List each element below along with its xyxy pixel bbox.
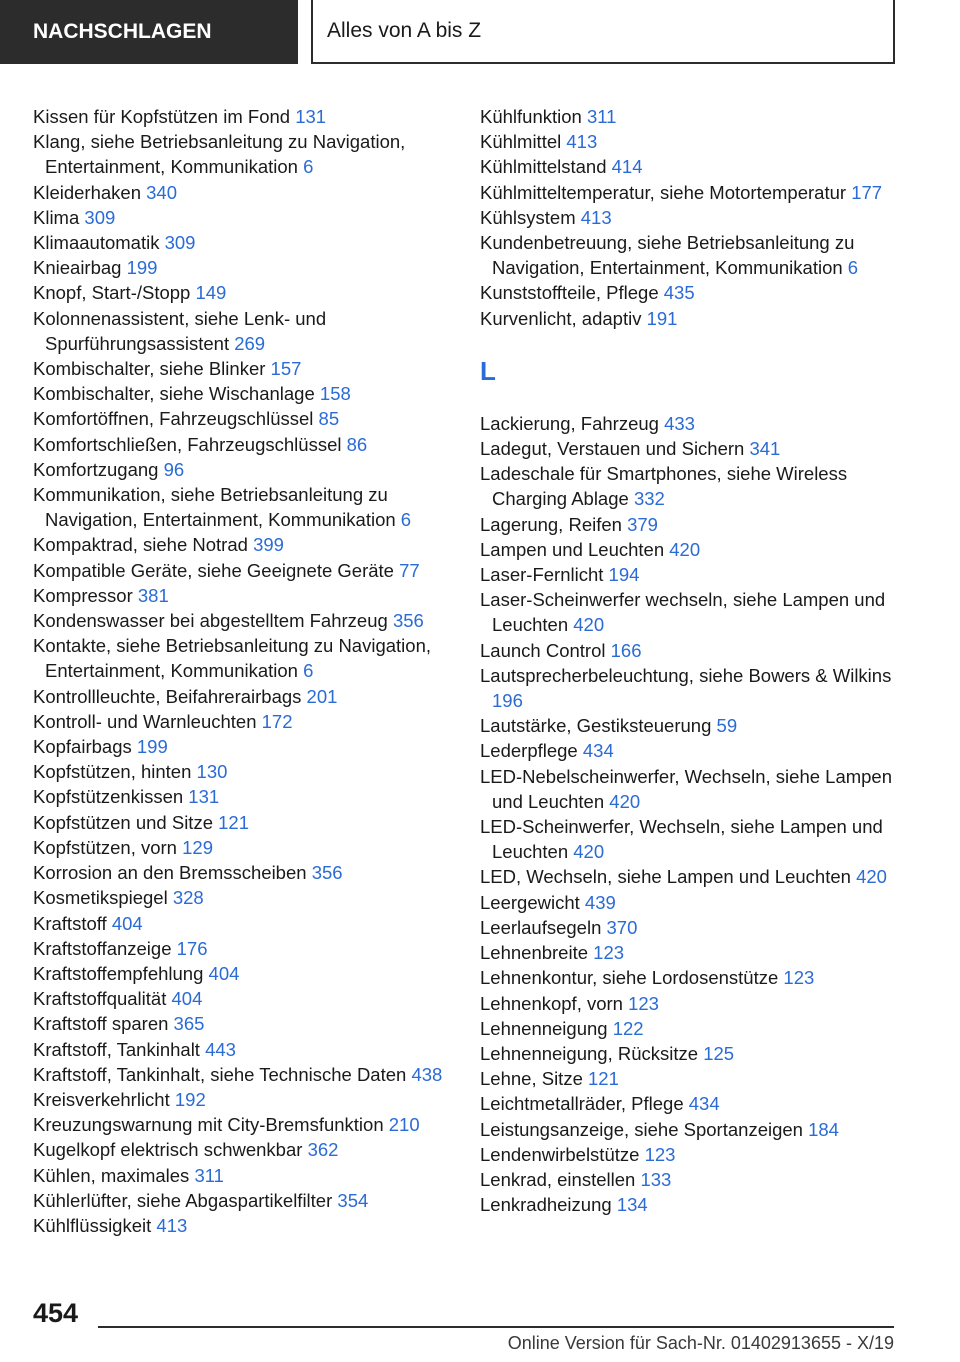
index-entry — [480, 1016, 900, 1041]
entry-term: Kondenswasser bei abgestelltem Fahrzeug — [33, 610, 388, 632]
index-entry — [33, 255, 453, 280]
entry-term: Leistungsanzeige, siehe Sportanzeigen — [480, 1118, 803, 1140]
page-reference-link[interactable]: 86 — [346, 433, 368, 455]
index-entry — [480, 915, 900, 940]
page-reference-link[interactable]: 131 — [295, 106, 327, 127]
index-column-right — [480, 104, 900, 1217]
page-reference-link[interactable]: 210 — [388, 1114, 420, 1136]
index-entry — [480, 814, 900, 864]
index-entry — [480, 991, 900, 1016]
entry-term: Kraftstoff sparen — [33, 1013, 169, 1035]
index-entry — [33, 482, 453, 532]
page-reference-link[interactable]: 158 — [319, 383, 351, 405]
index-entry — [33, 961, 453, 986]
index-entry — [480, 1066, 900, 1091]
page-reference-link[interactable]: 399 — [253, 534, 284, 556]
page-reference-link[interactable]: 420 — [609, 790, 641, 812]
index-entry — [33, 860, 453, 885]
page-reference-link[interactable]: 6 — [303, 156, 314, 178]
entry-term: Komfortöffnen, Fahrzeugschlüssel — [33, 408, 314, 430]
page-reference-link[interactable]: 6 — [400, 509, 412, 531]
entry-term: Kopfstützenkissen — [33, 786, 184, 808]
entry-term: Kompaktrad, siehe Notrad — [33, 534, 248, 556]
entry-term: Kopfstützen, hinten — [33, 761, 192, 783]
entry-term: Kombischalter, siehe Wischanlage — [33, 383, 315, 405]
page-reference-link[interactable]: 123 — [628, 992, 659, 1014]
index-entry — [480, 1192, 900, 1217]
entry-term: LED, Wechseln, siehe Lampen und Leuchten — [480, 866, 851, 888]
entry-term: Kreuzungswarnung mit City-Bremsfunktion — [33, 1114, 384, 1136]
entry-term: Kompatible Geräte, siehe Geeignete Geräte — [33, 559, 394, 581]
index-entry — [480, 1117, 900, 1142]
index-entry — [480, 1041, 900, 1066]
index-entry — [480, 436, 900, 461]
subsection-title: Alles von A bis Z — [327, 19, 482, 42]
entry-term: Lagerung, Reifen — [480, 513, 622, 535]
index-entry — [480, 537, 900, 562]
index-entry — [33, 734, 453, 759]
entry-term: Ladegut, Verstauen und Sichern — [480, 438, 745, 460]
page-reference-link[interactable]: 404 — [208, 962, 240, 984]
entry-term: Kundenbetreuung, siehe Betriebsanleitung zu Navigation, Entertainment, Kommunikation — [480, 232, 855, 279]
page-reference-link[interactable]: 194 — [608, 564, 640, 586]
index-entry — [33, 784, 453, 809]
entry-term: Lehnenkontur, siehe Lordosenstütze — [480, 967, 779, 989]
page-reference-link[interactable]: 177 — [851, 181, 883, 203]
entry-term: Lautsprecherbeleuchtung, siehe Bowers & Wilkins — [480, 664, 892, 686]
index-entry — [480, 1142, 900, 1167]
page-reference-link[interactable]: 434 — [582, 740, 614, 762]
index-entry — [33, 608, 453, 633]
index-entry — [33, 1188, 453, 1213]
index-entry — [480, 512, 900, 537]
index-entry — [480, 864, 900, 889]
page-reference-link[interactable]: 96 — [163, 458, 185, 480]
index-entry — [33, 1137, 453, 1162]
index-entry — [33, 558, 453, 583]
entry-term: Kühlerlüfter, siehe Abgaspartikelfilter — [33, 1189, 333, 1211]
entry-term: Kunststoffteile, Pflege — [480, 282, 659, 304]
entry-term: Kosmetikspiegel — [33, 887, 168, 909]
page-reference-link[interactable]: 121 — [218, 811, 249, 833]
page-reference-link[interactable]: 129 — [182, 836, 213, 858]
index-entry — [480, 738, 900, 763]
index-entry — [480, 663, 900, 713]
page-reference-link[interactable]: 420 — [856, 866, 887, 888]
entry-term: Lehnenbreite — [480, 942, 589, 964]
entry-term: Kühlsystem — [480, 206, 576, 228]
page-reference-link[interactable]: 125 — [703, 1042, 735, 1064]
index-entry — [480, 587, 900, 637]
entry-term: Klimaautomatik — [33, 232, 160, 254]
index-entry — [33, 1062, 453, 1087]
index-entry — [33, 1087, 453, 1112]
entry-term: Lehnenneigung, Rücksitze — [480, 1042, 699, 1064]
page-number: 454 — [33, 1298, 79, 1328]
entry-term: Kombischalter, siehe Blinker — [33, 358, 266, 380]
index-entry — [33, 406, 453, 431]
page-reference-link[interactable]: 184 — [808, 1118, 839, 1140]
index-entry — [33, 532, 453, 557]
index-entry — [33, 129, 453, 179]
page-reference-link[interactable]: 341 — [749, 438, 781, 460]
page-reference-link[interactable]: 328 — [172, 887, 204, 909]
page-reference-link[interactable]: 191 — [646, 307, 678, 329]
index-entry — [480, 461, 900, 511]
page-reference-link[interactable]: 354 — [337, 1189, 369, 1211]
page-reference-link[interactable]: 166 — [610, 639, 642, 661]
section-title: NACHSCHLAGEN — [33, 20, 212, 43]
entry-term: Lendenwirbelstütze — [480, 1143, 640, 1165]
page-reference-link[interactable]: 413 — [156, 1214, 188, 1236]
entry-term: LED-Scheinwerfer, Wechseln, siehe Lampen und Leuchten — [480, 816, 883, 863]
entry-term: Launch Control — [480, 639, 606, 661]
page-reference-link[interactable]: 362 — [307, 1139, 339, 1161]
index-entry — [33, 432, 453, 457]
page-reference-link[interactable]: 77 — [399, 559, 420, 581]
page-reference-link[interactable]: 199 — [126, 257, 158, 279]
index-entry — [33, 1112, 453, 1137]
entry-term: Kraftstoff — [33, 912, 107, 934]
page-reference-link[interactable]: 438 — [411, 1063, 443, 1085]
index-group-k — [480, 104, 900, 331]
entry-term: Kühlen, maximales — [33, 1164, 190, 1186]
entry-term: Kühlflüssigkeit — [33, 1214, 152, 1236]
page-reference-link[interactable]: 332 — [633, 488, 665, 510]
entry-term: Leergewicht — [480, 891, 580, 913]
index-entry — [480, 965, 900, 990]
page-reference-link[interactable]: 199 — [136, 736, 168, 758]
entry-term: Kühlmitteltemperatur, siehe Motortemperatur — [480, 181, 847, 203]
entry-term: Kopfstützen und Sitze — [33, 811, 213, 833]
index-entry — [33, 986, 453, 1011]
index-entry — [480, 411, 900, 436]
page-reference-link[interactable]: 309 — [84, 206, 116, 228]
page-reference-link[interactable]: 149 — [195, 282, 227, 304]
entry-term: Kompressor — [33, 584, 133, 606]
page-reference-link[interactable]: 404 — [171, 988, 203, 1010]
index-entry — [480, 1091, 900, 1116]
entry-term: Kontroll- und Warnleuchten — [33, 710, 257, 732]
index-entry — [33, 381, 453, 406]
index-entry — [33, 230, 453, 255]
index-entry — [33, 633, 453, 683]
entry-term: Lampen und Leuchten — [480, 538, 665, 560]
page-reference-link[interactable]: 309 — [164, 232, 196, 254]
index-entry — [33, 205, 453, 230]
page-reference-link[interactable]: 192 — [174, 1088, 206, 1110]
entry-term: Komfortschließen, Fahrzeugschlüssel — [33, 433, 342, 455]
index-entry — [480, 180, 900, 205]
page-reference-link[interactable]: 201 — [306, 685, 338, 707]
entry-term: Kühlmittel — [480, 131, 562, 153]
page-reference-link[interactable]: 176 — [176, 937, 208, 959]
index-entry — [33, 885, 453, 910]
index-entry — [33, 1163, 453, 1188]
page-reference-link[interactable]: 443 — [205, 1038, 236, 1060]
page-reference-link[interactable]: 381 — [137, 584, 169, 606]
page-reference-link[interactable]: 439 — [584, 891, 616, 913]
entry-term: Kleiderhaken — [33, 181, 141, 203]
page-reference-link[interactable]: 157 — [270, 358, 302, 380]
index-entry — [33, 1037, 453, 1062]
entry-term: LED-Nebelscheinwerfer, Wechseln, siehe Lampen und Leuchten — [480, 765, 893, 812]
page-reference-link[interactable]: 121 — [588, 1068, 619, 1090]
page-reference-link[interactable]: 311 — [586, 106, 617, 127]
page-reference-link[interactable]: 130 — [196, 761, 228, 783]
index-entry — [480, 764, 900, 814]
page-reference-link[interactable]: 269 — [234, 332, 266, 354]
page-reference-link[interactable]: 356 — [311, 862, 343, 884]
page-reference-link[interactable]: 131 — [188, 786, 220, 808]
section-tab — [0, 0, 298, 64]
index-entry — [33, 306, 453, 356]
footer-divider — [98, 1326, 894, 1328]
index-entry — [33, 583, 453, 608]
index-entry — [480, 154, 900, 179]
index-entry — [33, 709, 453, 734]
entry-term: Kurvenlicht, adaptiv — [480, 307, 642, 329]
page-reference-link[interactable]: 340 — [146, 181, 178, 203]
page-reference-link[interactable]: 123 — [644, 1143, 676, 1165]
page-reference-link[interactable]: 356 — [392, 610, 424, 632]
index-entry — [480, 205, 900, 230]
index-entry — [33, 759, 453, 784]
page-reference-link[interactable]: 6 — [847, 257, 859, 279]
page-reference-link[interactable]: 420 — [573, 841, 605, 863]
entry-term: Knieairbag — [33, 257, 122, 279]
page-reference-link[interactable]: 172 — [261, 710, 293, 732]
page-reference-link[interactable]: 414 — [611, 156, 643, 178]
index-entry — [480, 280, 900, 305]
index-group-l — [480, 411, 900, 1218]
page-reference-link[interactable]: 413 — [580, 206, 612, 228]
entry-term: Kühlmittelstand — [480, 156, 607, 178]
entry-term: Kraftstoffanzeige — [33, 937, 172, 959]
page-reference-link[interactable]: 133 — [640, 1168, 672, 1190]
page-reference-link[interactable]: 370 — [606, 916, 638, 938]
entry-term: Kontakte, siehe Betriebsanleitung zu Navigation, Entertainment, Kommunikation — [33, 635, 432, 682]
page-reference-link[interactable]: 6 — [303, 660, 314, 682]
page-reference-link[interactable]: 196 — [492, 690, 523, 712]
entry-term: Lehne, Sitze — [480, 1068, 583, 1090]
entry-term: Kühlfunktion — [480, 106, 582, 127]
entry-term: Leichtmetallräder, Pflege — [480, 1093, 684, 1115]
page-reference-link[interactable]: 365 — [173, 1013, 205, 1035]
index-entry — [33, 684, 453, 709]
entry-term: Kraftstoff, Tankinhalt — [33, 1038, 200, 1060]
entry-term: Kontrollleuchte, Beifahrerairbags — [33, 685, 302, 707]
page-reference-link[interactable]: 420 — [573, 614, 605, 636]
entry-term: Kugelkopf elektrisch schwenkbar — [33, 1139, 303, 1161]
entry-term: Ladeschale für Smartphones, siehe Wireless Charging Ablage — [480, 463, 848, 510]
section-letter: L — [480, 355, 496, 386]
entry-term: Klima — [33, 206, 80, 228]
index-entry — [480, 713, 900, 738]
index-entry — [480, 104, 900, 129]
entry-term: Leerlaufsegeln — [480, 916, 602, 938]
entry-term: Lehnenneigung — [480, 1017, 608, 1039]
page-reference-link[interactable]: 404 — [111, 912, 143, 934]
page-reference-link[interactable]: 420 — [669, 538, 701, 560]
entry-term: Lackierung, Fahrzeug — [480, 412, 659, 434]
page-reference-link[interactable]: 123 — [783, 967, 815, 989]
entry-term: Korrosion an den Bremsscheiben — [33, 862, 307, 884]
index-entry — [33, 356, 453, 381]
index-entry — [33, 457, 453, 482]
entry-term: Laser-Fernlicht — [480, 564, 604, 586]
page-reference-link[interactable]: 85 — [318, 408, 340, 430]
page-reference-link[interactable]: 413 — [566, 131, 598, 153]
footer-text: Online Version für Sach-Nr. 01402913655 - X/19 — [507, 1333, 894, 1353]
page-reference-link[interactable]: 434 — [688, 1093, 720, 1115]
page-reference-link[interactable]: 435 — [663, 282, 695, 304]
index-entry — [33, 810, 453, 835]
entry-term: Lehnenkopf, vorn — [480, 992, 623, 1014]
entry-term: Kolonnenassistent, siehe Lenk- und Spurführungsassistent — [33, 307, 327, 354]
page-reference-link[interactable]: 134 — [616, 1194, 648, 1216]
entry-term: Kraftstoffempfehlung — [33, 962, 204, 984]
index-entry — [33, 936, 453, 961]
index-entry — [480, 562, 900, 587]
index-entry — [33, 104, 453, 129]
page-reference-link[interactable]: 123 — [593, 942, 625, 964]
index-entry — [33, 1213, 453, 1238]
entry-term: Kraftstoffqualität — [33, 988, 167, 1010]
entry-term: Lautstärke, Gestiksteuerung — [480, 715, 712, 737]
page-reference-link[interactable]: 59 — [716, 715, 738, 737]
index-entry — [480, 940, 900, 965]
entry-term: Knopf, Start-/Stopp — [33, 282, 191, 304]
index-entry — [480, 1167, 900, 1192]
entry-term: Kopfstützen, vorn — [33, 836, 177, 858]
index-entry — [480, 306, 900, 331]
index-entry — [480, 890, 900, 915]
index-column-left — [33, 104, 453, 1238]
entry-term: Lederpflege — [480, 740, 578, 762]
page-reference-link[interactable]: 379 — [627, 513, 658, 535]
index-entry — [480, 230, 900, 280]
index-entry — [33, 1011, 453, 1036]
entry-term: Komfortzugang — [33, 458, 159, 480]
entry-term: Kissen für Kopfstützen im Fond — [33, 106, 291, 127]
page-reference-link[interactable]: 311 — [194, 1164, 224, 1186]
index-entry — [33, 280, 453, 305]
index-entry — [33, 911, 453, 936]
entry-term: Kraftstoff, Tankinhalt, siehe Technische Daten — [33, 1063, 407, 1085]
entry-term: Lenkradheizung — [480, 1194, 612, 1216]
index-entry — [480, 638, 900, 663]
page-reference-link[interactable]: 433 — [664, 412, 695, 434]
entry-term: Kreisverkehrlicht — [33, 1088, 170, 1110]
entry-term: Laser-Scheinwerfer wechseln, siehe Lampen und Leuchten — [480, 589, 886, 636]
entry-term: Klang, siehe Betriebsanleitung zu Navigation, Entertainment, Kommunikation — [33, 131, 406, 178]
subsection-header — [311, 0, 895, 64]
index-entry — [33, 180, 453, 205]
page-reference-link[interactable]: 122 — [612, 1017, 644, 1039]
entry-term: Kopfairbags — [33, 736, 132, 758]
entry-term: Lenkrad, einstellen — [480, 1168, 636, 1190]
index-entry — [33, 835, 453, 860]
index-entry — [480, 129, 900, 154]
entry-term: Kommunikation, siehe Betriebsanleitung zu Navigation, Entertainment, Kommunikation — [33, 484, 396, 531]
